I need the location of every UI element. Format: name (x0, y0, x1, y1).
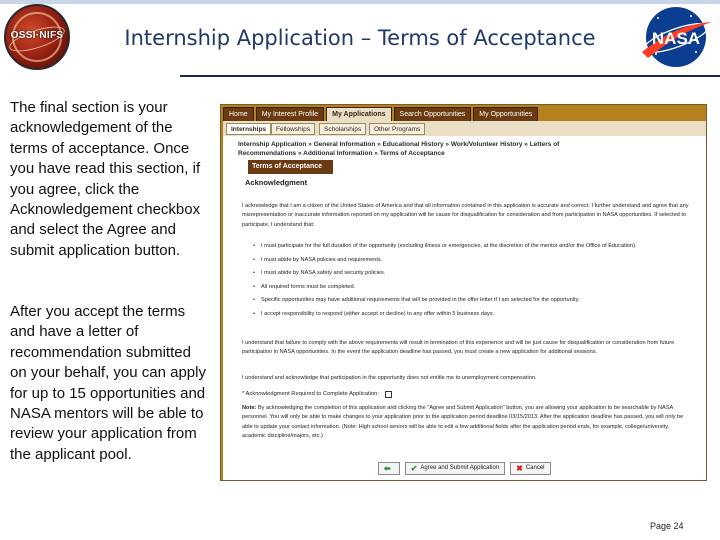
list-item: • I must abide by NASA policies and requirements. (253, 256, 693, 266)
close-icon: ✖ (516, 464, 523, 473)
checkmark-icon: ✔ (410, 464, 418, 473)
failure-terms: I understand that failure to comply with the above requirements will result in termination of this experience and will be just cause for disqualification or consideration from future participation in NASA opportunities. In the event the application deadline has passed, you must create a new application for additional sessions. (242, 340, 675, 356)
title-underline (180, 75, 720, 77)
subtab-fellowships[interactable]: Fellowships (271, 123, 315, 135)
acknowledgment-heading: Acknowledgment (245, 178, 308, 187)
back-button[interactable] (378, 462, 400, 475)
acknowledgment-label: * Acknowledgment Required to Complete Application: (242, 391, 379, 397)
list-item: • All required forms must be completed. (253, 283, 693, 293)
logo-text: OSSI·NIFS (10, 30, 64, 41)
cancel-button[interactable] (510, 462, 550, 475)
tab-my-applications[interactable]: My Applications (326, 107, 391, 121)
page-number: Page 24 (650, 521, 684, 531)
acknowledgment-row (242, 389, 392, 399)
subtab-scholarships[interactable]: Scholarships (319, 123, 366, 135)
tab-search-opportunities[interactable]: Search Opportunities (394, 107, 472, 121)
section-title-bar: Terms of Acceptance (248, 160, 333, 174)
svg-text:NASA: NASA (651, 29, 701, 48)
tab-home[interactable]: Home (223, 107, 254, 121)
acknowledgment-checkbox[interactable] (385, 391, 392, 398)
acknowledgment-intro: I acknowledge that I am a citizen of the United States of America and that all information contained in this application is accurate and correct. I further understand and agree that any misrepresentation or inaccurate information reported on my application will be cause for disqualification for consideration and from participation in NASA opportunities. If selected to participate, I understand that: (242, 203, 689, 228)
action-buttons (378, 462, 551, 475)
list-item: • I must abide by NASA safety and security policies. (253, 269, 693, 279)
subtab-internships[interactable]: Internships (226, 123, 271, 135)
instruction-paragraph-2: After you accept the terms and have a letter of recommendation submitted on your behalf, you can apply for up to 15 opportunities and NASA mentors will be able to review your application from the applicant pool. (10, 303, 206, 463)
top-accent-bar (0, 0, 720, 4)
cancel-label: Cancel (525, 465, 545, 471)
list-item: • I must participate for the full duration of the opportunity (excluding illness or emergencies, at the discretion of the mentor and/or the Office of Education). (253, 242, 693, 252)
subtab-other-programs[interactable]: Other Programs (369, 123, 425, 135)
requirements-list (253, 242, 693, 324)
tab-my-opportunities[interactable]: My Opportunities (473, 107, 538, 121)
list-item: • I accept responsibility to respond (either accept or decline) to any offer within 5 business days. (253, 310, 693, 320)
nasa-logo (636, 4, 716, 70)
submission-note (242, 404, 694, 442)
agree-submit-button[interactable] (405, 462, 505, 475)
back-arrow-icon: ⬅ (384, 464, 391, 473)
breadcrumb: Internship Application » General Information » Educational History » Work/Volunteer History » Letters of Recommendations » Additional Information » Terms of Acceptance (238, 141, 560, 157)
main-tab-bar (223, 107, 540, 121)
agree-submit-label: Agree and Submit Application (420, 465, 500, 471)
application-screenshot (220, 104, 707, 481)
list-item: • Specific opportunities may have additional requirements that will be provided in the offer letter if I am selected for the opportunity. (253, 296, 693, 306)
instruction-paragraph-1: The final section is your acknowledgement of the terms of acceptance. Once you have read this section, if you agree, click the Acknowledgement checkbox and select the Agree and submit application button. (10, 99, 201, 259)
application-content (223, 136, 706, 480)
ossi-nifs-logo (4, 4, 70, 70)
note-text: By acknowledging the completion of this application and clicking the "Agree and Submit Application" button, you are allowing your application to be searchable by NASA personnel. You will only be able to make changes to your application prior to the application period deadline 03/15/2013. After the application deadline has passed, you will only be able to update your contact information. (Note: High school seniors will be able to edit a few additional fields after the application period ends, for example, college/university, academic discipline/majors, etc.) (242, 405, 684, 440)
note-label: Note: (242, 405, 257, 411)
compensation-terms: I understand and acknowledge that participation in the opportunity does not entitle me to unemployment compensation. (242, 375, 537, 381)
slide-title: Internship Application – Terms of Acceptance (124, 26, 596, 50)
tab-my-interest-profile[interactable]: My Interest Profile (256, 107, 324, 121)
sub-tab-bar (223, 121, 706, 136)
